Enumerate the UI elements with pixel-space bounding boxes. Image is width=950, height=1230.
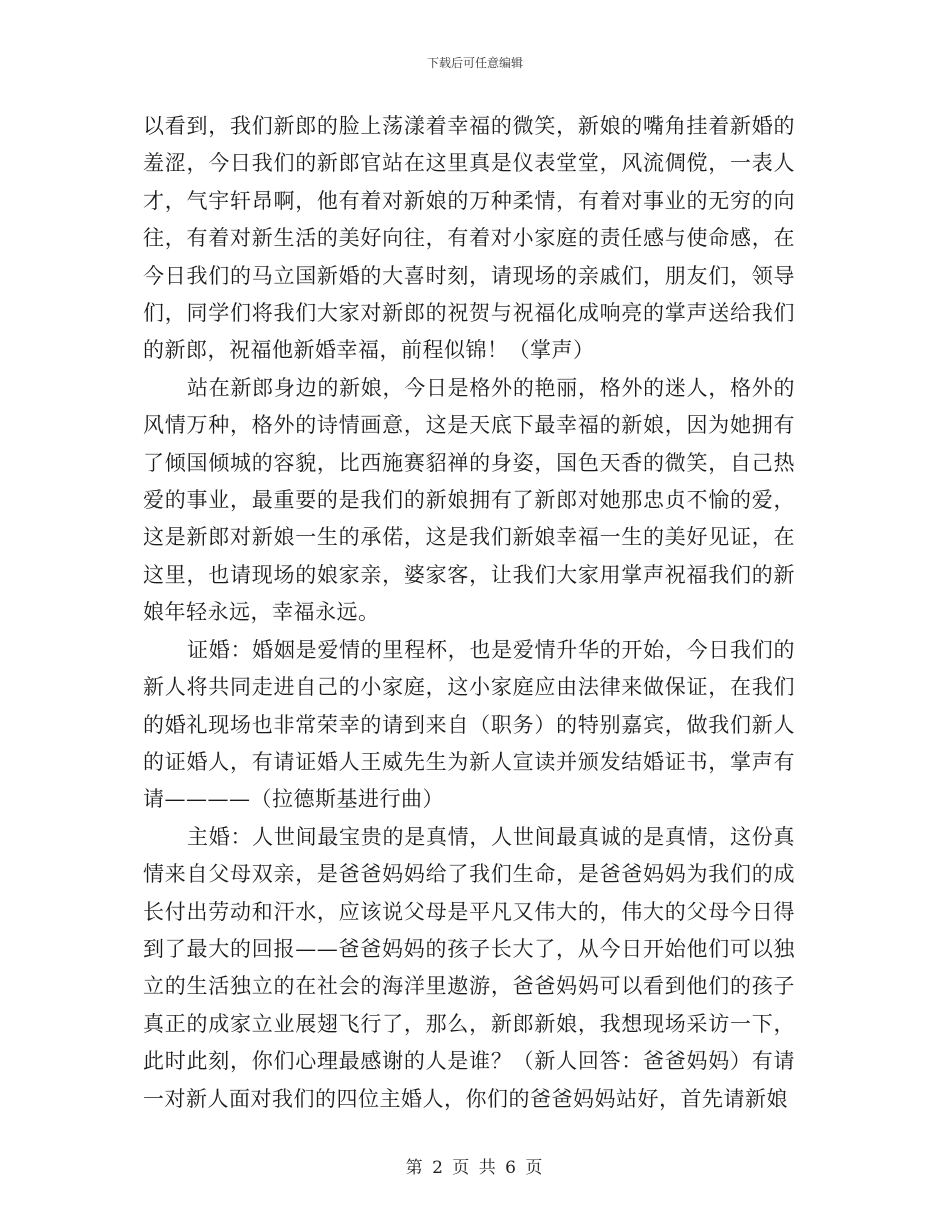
paragraph-2: 站在新郎身边的新娘，今日是格外的艳丽，格外的迷人，格外的风情万种，格外的诗情画意，这是天底下最幸福的新娘，因为她拥有了倾国倾城的容貌，比西施赛貂禅的身姿，国色天香的微笑，自己热爱的事业，最重要的是我们的新娘拥有了新郎对她那忠贞不愉的爱，这是新郎对新娘一生的承偌，这是我们新娘幸福一生的美好见证，在这里，也请现场的娘家亲，婆家客，让我们大家用掌声祝福我们的新娘年轻永远，幸福永远。 [143,375,795,625]
document-body [143,108,795,1118]
page-number-footer: 第 2 页 共 6 页 [405,1158,545,1178]
paragraph-3: 证婚：婚姻是爱情的里程杯，也是爱情升华的开始，今日我们的新人将共同走进自己的小家庭，这小家庭应由法律来做保证，在我们的婚礼现场也非常荣幸的请到来自（职务）的特别嘉宾，做我们新人的证婚人，有请证婚人王威先生为新人宣读并颁发结婚证书，掌声有请————（拉德斯基进行曲） [143,637,795,812]
paragraph-4: 主婚：人世间最宝贵的是真情，人世间最真诚的是真情，这份真情来自父母双亲，是爸爸妈妈给了我们生命，是爸爸妈妈为我们的成长付出劳动和汗水，应该说父母是平凡又伟大的，伟大的父母今日得到了最大的回报——爸爸妈妈的孩子长大了，从今日开始他们可以独立的生活独立的在社会的海洋里遨游，爸爸妈妈可以看到他们的孩子真正的成家立业展翅飞行了，那么，新郎新娘，我想现场采访一下，此时此刻，你们心理最感谢的人是谁？（新人回答：爸爸妈妈）有请一对新人面对我们的四位主婚人，你们的爸爸妈妈站好，首先请新娘 [143,824,795,1111]
paragraph-1: 以看到，我们新郎的脸上荡漾着幸福的微笑，新娘的嘴角挂着新婚的羞涩，今日我们的新郎官站在这里真是仪表堂堂，风流倜傥，一表人才，气宇轩昂啊，他有着对新娘的万种柔情，有着对事业的无穷的向往，有着对新生活的美好向往，有着对小家庭的责任感与使命感，在今日我们的马立国新婚的大喜时刻，请现场的亲戚们，朋友们，领导们，同学们将我们大家对新郎的祝贺与祝福化成响亮的掌声送给我们的新郎，祝福他新婚幸福，前程似锦！（掌声） [143,114,795,363]
page-header: 下载后可任意编辑 [426,56,523,70]
